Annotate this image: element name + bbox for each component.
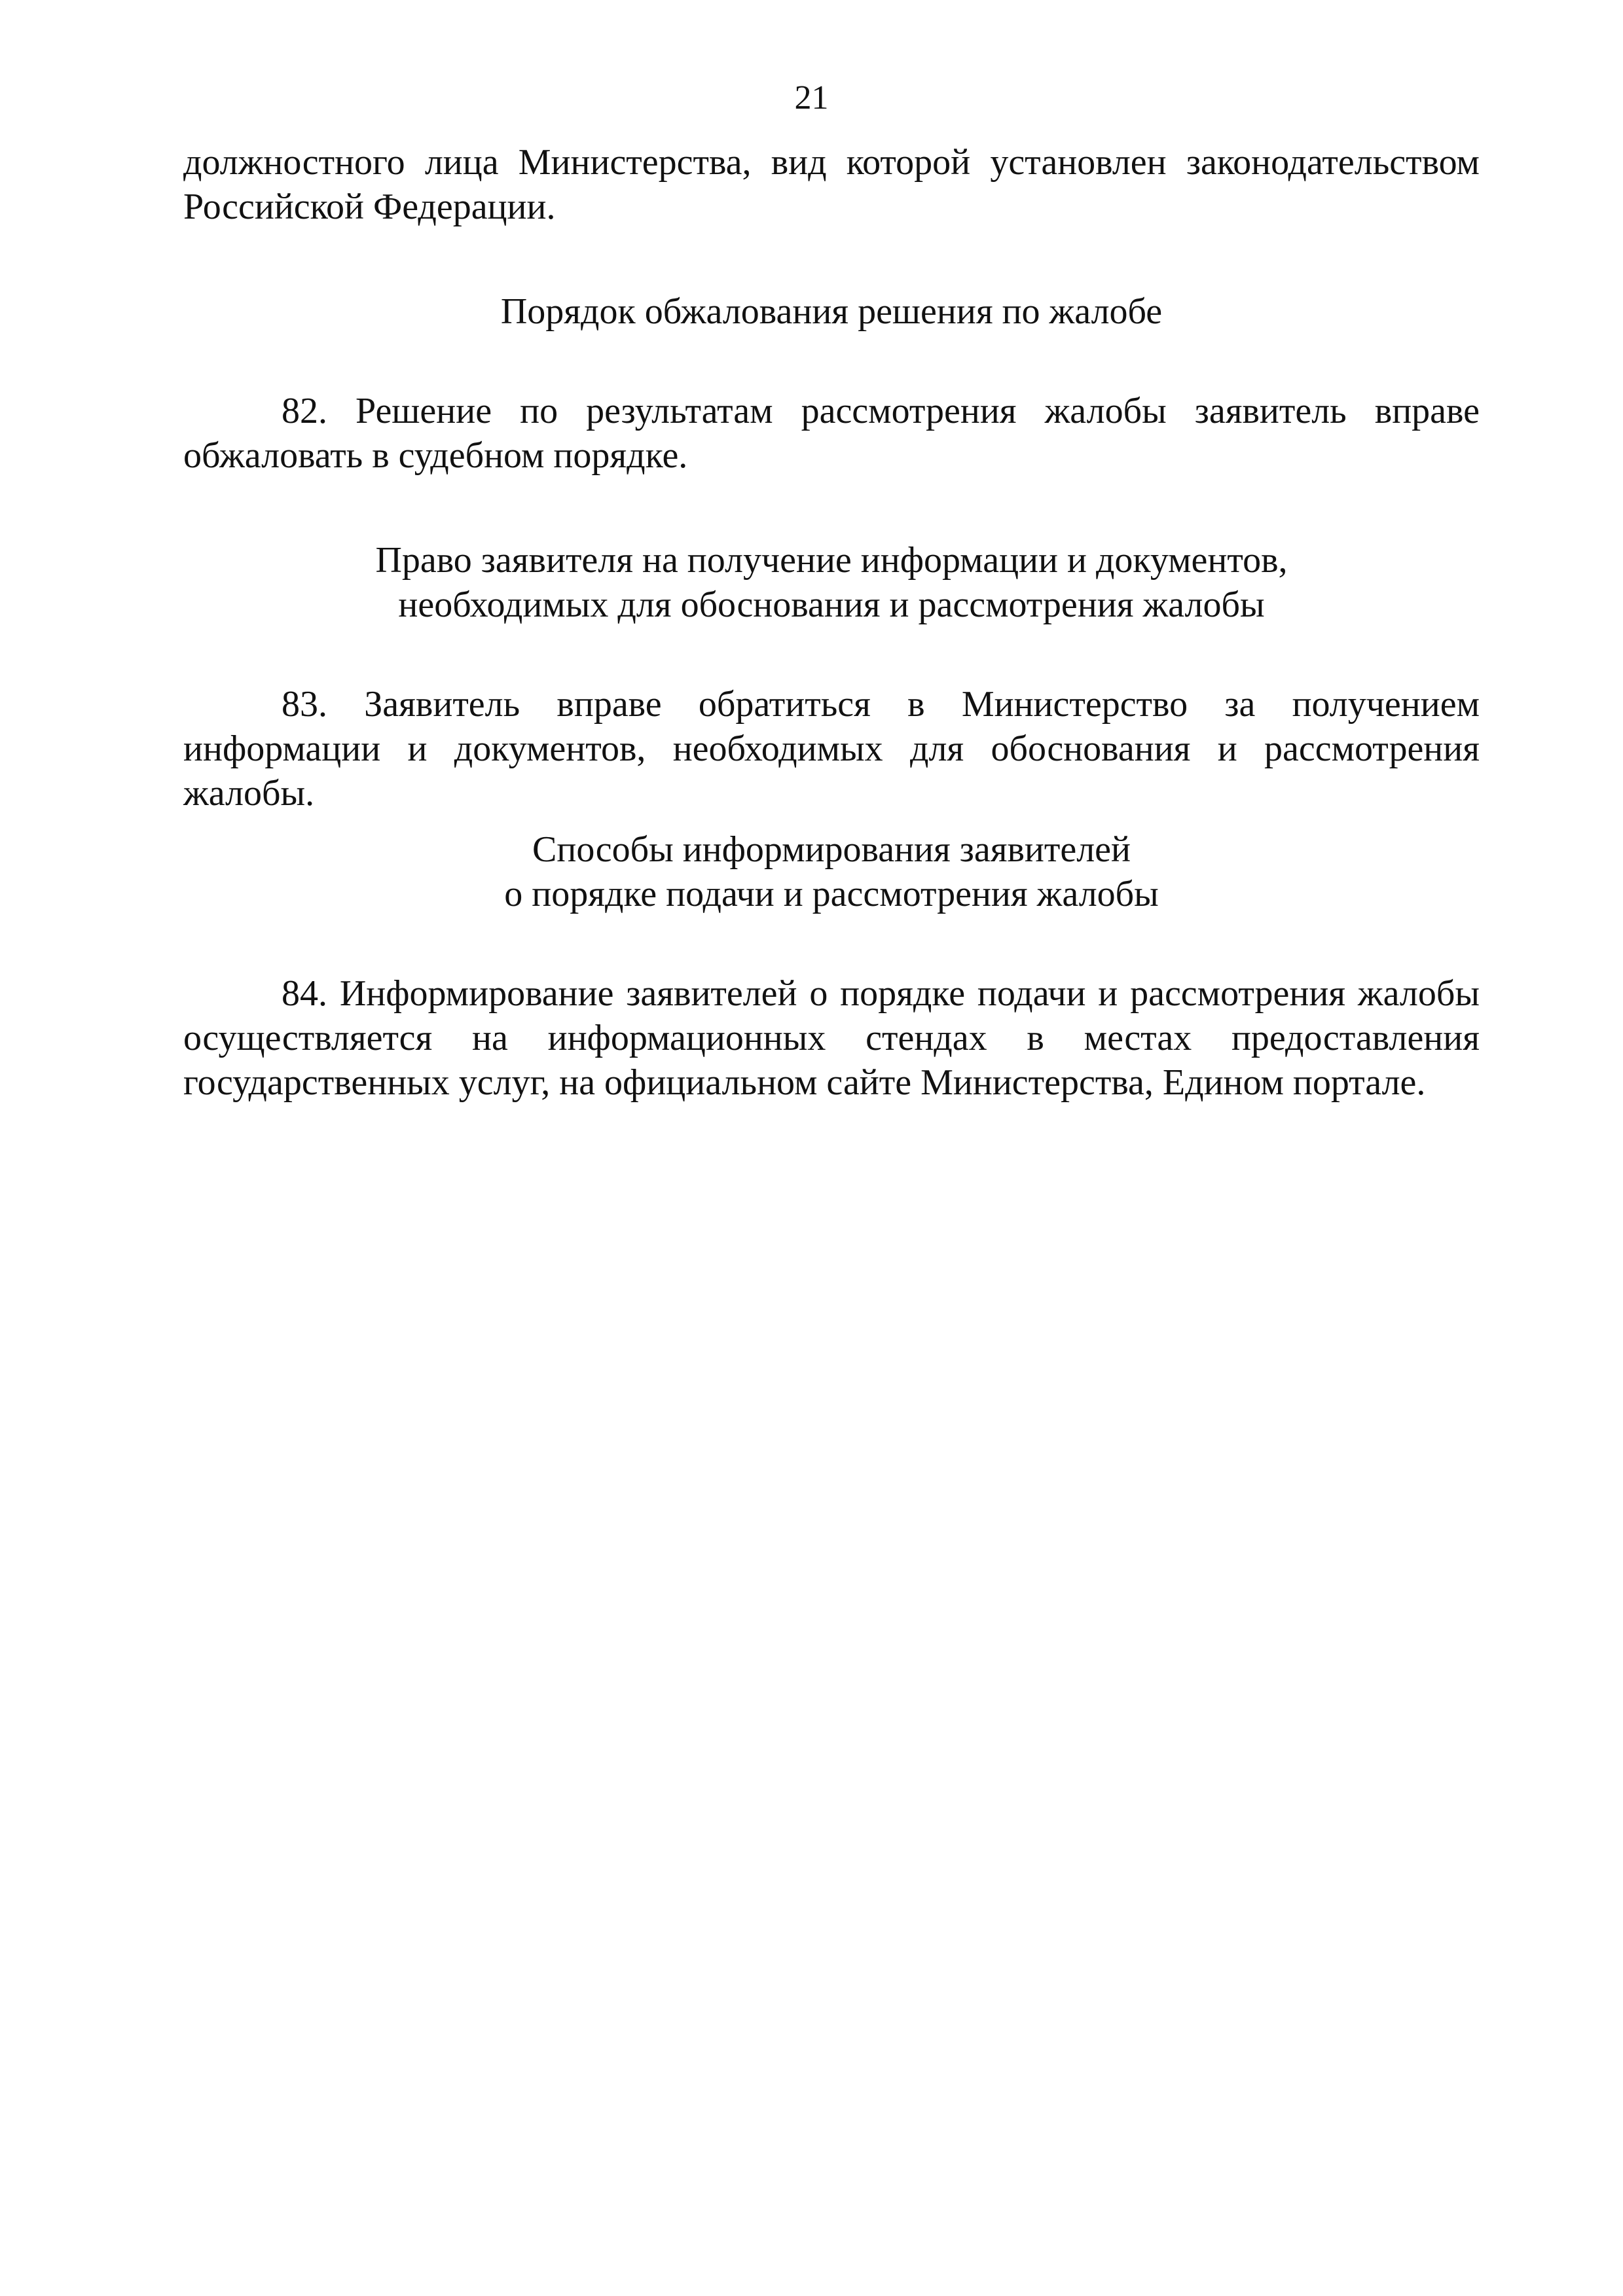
- spacer: [183, 816, 1480, 827]
- document-body: [183, 140, 1480, 1105]
- page-number: 21: [794, 79, 829, 117]
- paragraph-84: 84. Информирование заявителей о порядке подачи и рассмотрения жалобы осуществляется на информационных стендах в местах предоставления государственных услуг, на официальном сайте Министерства, Едином портале.: [183, 973, 1480, 1103]
- spacer: [183, 478, 1480, 538]
- section-heading-appeal-procedure: [183, 289, 1480, 334]
- spacer: [183, 916, 1480, 971]
- intro-paragraph: должностного лица Министерства, вид которой установлен законодательством Российской Федерации.: [183, 142, 1480, 227]
- spacer: [183, 627, 1480, 682]
- paragraph-83: 83. Заявитель вправе обратиться в Министерство за получением информации и документов, необходимых для обоснования и рассмотрения жалобы.: [183, 684, 1480, 814]
- section-heading-right-to-information: [183, 538, 1480, 627]
- heading-line: о порядке подачи и рассмотрения жалобы: [504, 874, 1159, 914]
- spacer: [183, 229, 1480, 289]
- spacer: [183, 334, 1480, 389]
- heading-line: необходимых для обоснования и рассмотрения жалобы: [398, 584, 1265, 625]
- heading-line: Способы информирования заявителей: [532, 829, 1131, 870]
- section-heading-informing-methods: [183, 827, 1480, 916]
- heading-line: Порядок обжалования решения по жалобе: [500, 291, 1163, 332]
- paragraph-82: 82. Решение по результатам рассмотрения жалобы заявитель вправе обжаловать в судебном порядке.: [183, 391, 1480, 476]
- heading-line: Право заявителя на получение информации и документов,: [375, 540, 1288, 581]
